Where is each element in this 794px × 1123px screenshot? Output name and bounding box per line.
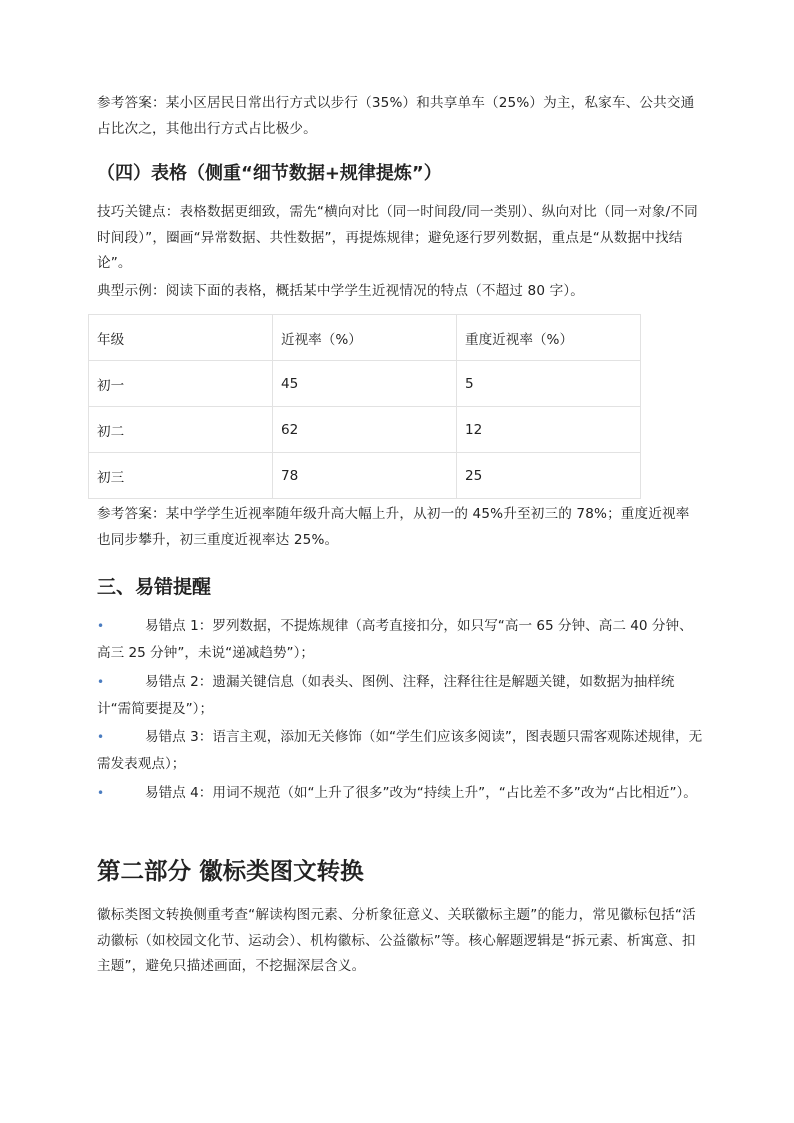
table-cell: 5 [457, 361, 641, 407]
table-cell: 78 [273, 453, 457, 499]
bullet-icon: • [97, 786, 105, 800]
table-cell: 初三 [89, 453, 273, 499]
intro-answer-paragraph: 参考答案：某小区居民日常出行方式以步行（35%）和共享单车（25%）为主，私家车、公共交通占比次之，其他出行方式占比极少。 [97, 95, 695, 137]
table-header-cell: 重度近视率（%） [457, 315, 641, 361]
list-item [97, 669, 703, 723]
table-cell: 25 [457, 453, 641, 499]
myopia-table [88, 314, 641, 499]
table-row [89, 407, 641, 453]
list-item-text: 易错点 2：遗漏关键信息（如表头、图例、注释，注释往往是解题关键，如数据为抽样统计“需简要提及”）； [97, 674, 675, 717]
table-header-cell: 近视率（%） [273, 315, 457, 361]
table-header-cell: 年级 [89, 315, 273, 361]
table-cell: 45 [273, 361, 457, 407]
bullet-icon: • [97, 619, 105, 633]
table-cell: 初二 [89, 407, 273, 453]
part-two-heading: 第二部分 徽标类图文转换 [97, 857, 364, 885]
list-item-text: 易错点 3：语言主观，添加无关修饰（如“学生们应该多阅读”，图表题只需客观陈述规律，无需发表观点）； [97, 729, 703, 772]
list-item [97, 613, 703, 667]
list-item-text: 易错点 1：罗列数据，不提炼规律（高考直接扣分，如只写“高一 65 分钟、高二 40 分钟、高三 25 分钟”，未说“递减趋势”）； [97, 618, 693, 661]
tips-paragraph: 技巧关键点：表格数据更细致，需先“横向对比（同一时间段/同一类别）、纵向对比（同一对象/不同时间段）”，圈画“异常数据、共性数据”，再提炼规律；避免逐行罗列数据，重点是“从数据中找结论”。 [97, 204, 698, 271]
bullet-icon: • [97, 730, 105, 744]
list-item [97, 724, 703, 778]
table-cell: 62 [273, 407, 457, 453]
table-header-row [89, 315, 641, 361]
table-row [89, 361, 641, 407]
list-item [97, 780, 703, 807]
table-answer-paragraph: 参考答案：某中学学生近视率随年级升高大幅上升，从初一的 45%升至初三的 78%；重度近视率也同步攀升，初三重度近视率达 25%。 [97, 506, 690, 548]
section-three-heading: 三、易错提醒 [97, 576, 212, 598]
table-cell: 初一 [89, 361, 273, 407]
bullet-icon: • [97, 675, 105, 689]
table-row [89, 453, 641, 499]
example-paragraph: 典型示例：阅读下面的表格，概括某中学学生近视情况的特点（不超过 80 字）。 [97, 283, 585, 299]
list-item-text: 易错点 4：用词不规范（如“上升了很多”改为“持续上升”，“占比差不多”改为“占比相近”）。 [145, 785, 697, 801]
section-four-heading: （四）表格（侧重“细节数据+规律提炼”） [97, 163, 442, 184]
table-cell: 12 [457, 407, 641, 453]
part-two-intro-paragraph: 徽标类图文转换侧重考查“解读构图元素、分析象征意义、关联徽标主题”的能力，常见徽标包括“活动徽标（如校园文化节、运动会）、机构徽标、公益徽标”等。核心解题逻辑是“拆元素、析寓意、扣主题”，避免只描述画面，不挖掘深层含义。 [97, 907, 696, 974]
